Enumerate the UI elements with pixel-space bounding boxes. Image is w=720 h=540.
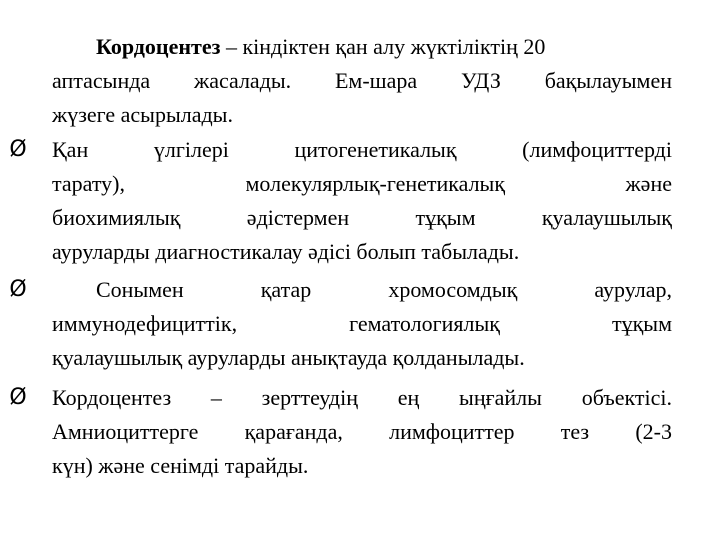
cordocentesis-term: Кордоцентез — [96, 34, 221, 59]
intro-line-1-text: – кіндіктен қан алу жүктіліктің 20 — [220, 34, 546, 59]
arrow-bullet-icon: Ø — [9, 137, 27, 162]
arrow-bullet-icon: Ø — [9, 385, 27, 410]
intro-paragraph — [52, 30, 672, 132]
bullet-2-line-2: иммунодефициттік, гематологиялық тұқым — [52, 311, 672, 336]
bullet-1-line-4: ауруларды диагностикалау әдісі болып табылады. — [52, 239, 520, 264]
bullet-item-blood-samples — [9, 133, 672, 269]
bullet-item-chromosomal — [9, 273, 672, 375]
bullet-3-line-2: Амниоциттерге қарағанда, лимфоциттер тез (2-3 — [52, 419, 672, 444]
intro-line-1 — [52, 30, 672, 64]
intro-line-3: жүзеге асырылады. — [52, 102, 233, 127]
bullet-2-line-1: Сонымен қатар хромосомдық аурулар, — [96, 277, 672, 302]
arrow-bullet-icon: Ø — [9, 277, 27, 302]
bullet-1-line-3: биохимиялық әдістермен тұқым қуалаушылық — [52, 205, 672, 230]
bullet-2-line-3: қуалаушылық ауруларды анықтауда қолданылады. — [52, 345, 525, 370]
intro-line-2: аптасында жасалады. Ем-шара УДЗ бақылауымен — [52, 68, 672, 93]
bullet-3-line-3: күн) және сенімді тарайды. — [52, 453, 309, 478]
bullet-3-line-1: Кордоцентез – зерттеудің ең ыңғайлы объектісі. — [52, 385, 672, 410]
bullet-1-line-2: тарату), молекулярлық-генетикалық және — [52, 171, 672, 196]
bullet-item-convenient-object — [9, 381, 672, 483]
bullet-1-line-1: Қан үлгілері цитогенетикалық (лимфоциттерді — [52, 137, 672, 162]
